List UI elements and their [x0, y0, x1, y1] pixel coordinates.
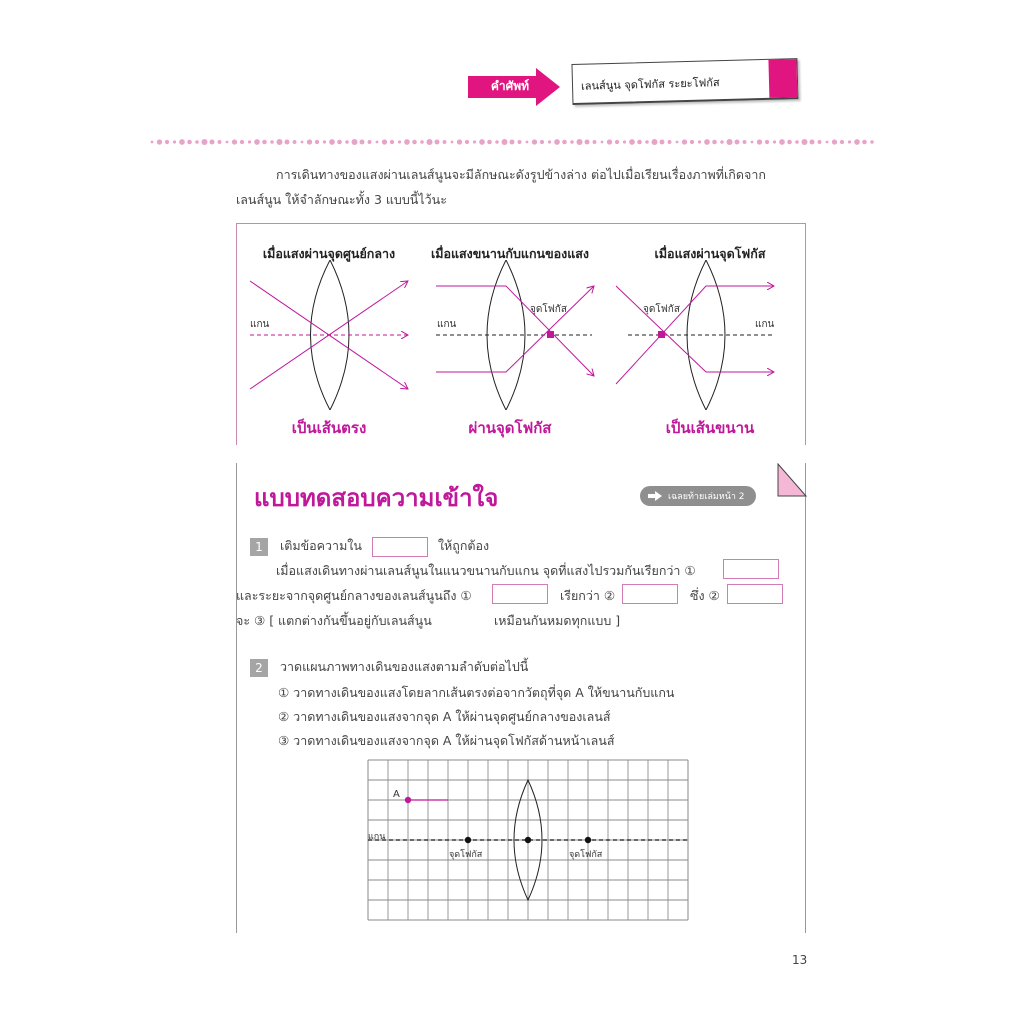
divider-dot — [368, 140, 372, 144]
diagram-2-focus-label: จุดโฟกัส — [530, 304, 567, 315]
divider-dot — [420, 140, 424, 144]
arrow-right-icon — [648, 491, 662, 501]
divider-dot — [301, 141, 304, 144]
q1-line-1 — [276, 561, 696, 581]
diagram-1-axis-label: แกน — [250, 319, 270, 330]
divider-dot — [757, 139, 762, 144]
divider-dot — [840, 140, 844, 144]
divider-dot — [151, 141, 154, 144]
q1-blank-3[interactable] — [622, 584, 678, 604]
divider-dot — [157, 139, 162, 144]
divider-dot — [645, 140, 649, 144]
vocab-label: คำศัพท์ — [490, 79, 530, 93]
focus-point — [658, 331, 665, 338]
divider-dot — [540, 140, 544, 144]
divider-dot — [607, 139, 612, 144]
divider-dot — [412, 140, 417, 145]
divider-dot — [623, 140, 626, 143]
divider-dot — [690, 140, 694, 144]
divider-dot — [315, 140, 319, 144]
divider-dot — [668, 140, 672, 144]
q1-instruction-row — [250, 536, 489, 557]
divider-dot — [698, 140, 701, 143]
divider-dot — [862, 140, 867, 145]
divider-dot — [426, 139, 432, 145]
q1-sample-blank — [372, 537, 428, 557]
divider-dot — [660, 140, 665, 145]
divider-dot — [720, 140, 724, 144]
answer-reference-button[interactable] — [640, 486, 756, 506]
vocab-tab — [768, 59, 797, 98]
ray-top — [436, 286, 594, 376]
divider-dot — [682, 139, 687, 144]
divider-dot — [585, 140, 590, 145]
divider-dot — [226, 141, 229, 144]
answer-reference-label: เฉลยท้ายเล่มหน้า 2 — [668, 492, 745, 502]
divider-dot — [398, 140, 401, 143]
divider-dot — [615, 140, 619, 144]
q2-step-1: ① วาดทางเดินของแสงโดยลากเส้นตรงต่อจากวัตถุที่จุด A ให้ขนานกับแกน — [278, 685, 675, 700]
divider-dot — [801, 139, 807, 145]
divider-dot — [779, 139, 785, 145]
q2-step-2: ② วาดทางเดินของแสงจากจุด A ให้ผ่านจุดศูนย์กลางของเลนส์ — [278, 709, 611, 724]
divider-dot — [248, 140, 251, 143]
q1-option-b[interactable]: เหมือนกันหมดทุกแบบ ] — [494, 613, 621, 628]
divider-dot — [548, 140, 551, 143]
divider-dot — [435, 140, 440, 145]
diagram-1-title: เมื่อแสงผ่านจุดศูนย์กลาง — [262, 246, 396, 261]
divider-dot — [201, 139, 207, 145]
divider-dot — [848, 140, 851, 143]
diagram-2-parallel-rays — [420, 260, 610, 410]
diagram-3-through-focus — [600, 260, 810, 410]
divider-dot — [337, 140, 342, 145]
divider-dot — [254, 139, 260, 145]
divider-dot — [832, 139, 837, 144]
divider-dot — [751, 141, 754, 144]
divider-dot — [473, 140, 476, 143]
divider-dot — [404, 139, 410, 145]
point-a — [405, 797, 411, 803]
q1-line-2c: ซึ่ง ② — [690, 588, 720, 603]
divider-dot — [232, 139, 237, 144]
grid-point-a-label: A — [393, 789, 400, 800]
grid-focus-label-right: จุดโฟกัส — [569, 850, 603, 860]
divider-dot — [487, 140, 492, 145]
divider-dot — [345, 140, 349, 144]
divider-dot — [262, 140, 267, 145]
divider-dot — [465, 140, 469, 144]
q1-number: 1 — [250, 538, 268, 556]
divider-dot — [526, 141, 529, 144]
divider-dot — [593, 140, 597, 144]
dotted-divider — [148, 137, 878, 147]
divider-dot — [457, 139, 462, 144]
quiz-title: แบบทดสอบความเข้าใจ — [254, 484, 499, 512]
divider-dot — [726, 139, 732, 145]
divider-dot — [443, 140, 447, 144]
divider-dot — [854, 139, 860, 145]
focus-point — [547, 331, 554, 338]
divider-dot — [276, 139, 282, 145]
q1-blank-4[interactable] — [727, 584, 783, 604]
grid-focus-label-left: จุดโฟกัส — [449, 850, 483, 860]
q1-blank-2[interactable] — [492, 584, 548, 604]
divider-dot — [382, 139, 387, 144]
divider-dot — [518, 140, 522, 144]
divider-dot — [773, 140, 776, 143]
divider-dot — [765, 140, 769, 144]
ray-upper — [616, 286, 774, 372]
q2-instruction-row — [250, 657, 528, 677]
q1-option-a[interactable]: จะ ③ [ แตกต่างกันขึ้นอยู่กับเลนส์นูน — [236, 613, 432, 628]
divider-dot — [787, 140, 792, 145]
divider-dot — [501, 139, 507, 145]
divider-dot — [576, 139, 582, 145]
divider-dot — [495, 140, 499, 144]
divider-dot — [329, 139, 335, 145]
divider-dot — [376, 141, 379, 144]
divider-dot — [818, 140, 822, 144]
intro-line-1: การเดินทางของแสงผ่านเลนส์นูนจะมีลักษณะดังรูปข้างล่าง ต่อไปเมื่อเรียนเรื่องภาพที่เกิดจาก — [276, 167, 766, 182]
intro-line-2: เลนส์นูน ให้จำลักษณะทั้ง 3 แบบนี้ไว้นะ — [236, 192, 447, 207]
divider-dot — [601, 141, 604, 144]
divider-dot — [532, 139, 537, 144]
divider-dot — [360, 140, 365, 145]
divider-dot — [676, 141, 679, 144]
divider-dot — [173, 140, 176, 143]
page-number: 13 — [792, 953, 808, 967]
divider-dot — [651, 139, 657, 145]
divider-dot — [270, 140, 274, 144]
divider-dot — [637, 140, 642, 145]
divider-dot — [810, 140, 815, 145]
q1-instruction-end: ให้ถูกต้อง — [437, 538, 490, 553]
q2-step-3: ③ วาดทางเดินของแสงจากจุด A ให้ผ่านจุดโฟกัสด้านหน้าเลนส์ — [278, 733, 615, 748]
vocab-terms-box — [571, 58, 798, 105]
ray-bottom — [436, 286, 594, 372]
divider-dot — [554, 139, 560, 145]
divider-dot — [323, 140, 326, 143]
divider-dot — [479, 139, 485, 145]
divider-dot — [629, 139, 635, 145]
divider-dot — [218, 140, 222, 144]
divider-dot — [210, 140, 215, 145]
lens-center-point — [525, 837, 531, 843]
divider-dot — [704, 139, 710, 145]
divider-dot — [712, 140, 717, 145]
divider-dot — [187, 140, 192, 145]
divider-dot — [165, 140, 169, 144]
grid-axis-label: แกน — [368, 832, 386, 842]
divider-dot — [195, 140, 199, 144]
divider-dot — [179, 139, 185, 145]
focus-point-left — [465, 837, 471, 843]
q2-instruction: วาดแผนภาพทางเดินของแสงตามลำดับต่อไปนี้ — [279, 659, 529, 674]
divider-dot — [307, 139, 312, 144]
q2-number: 2 — [250, 659, 268, 677]
diagram-3-focus-label: จุดโฟกัส — [643, 304, 680, 315]
corner-fold-icon — [777, 463, 807, 497]
divider-dot — [390, 140, 394, 144]
diagram-3-title: เมื่อแสงผ่านจุดโฟกัส — [654, 246, 766, 261]
divider-dot — [451, 141, 454, 144]
divider-dot — [826, 141, 829, 144]
divider-dot — [562, 140, 567, 145]
divider-dot — [735, 140, 740, 145]
diagram-1-caption: เป็นเส้นตรง — [291, 419, 367, 437]
drawing-grid[interactable] — [366, 758, 692, 924]
divider-dot — [795, 140, 799, 144]
divider-dot — [870, 140, 874, 144]
q1-line-2b: เรียกว่า ② — [560, 588, 616, 603]
diagram-2-title: เมื่อแสงขนานกับแกนของแสง — [430, 246, 590, 261]
divider-dot — [743, 140, 747, 144]
focus-point-right — [585, 837, 591, 843]
diagram-2-axis-label: แกน — [437, 319, 457, 330]
diagram-2-caption: ผ่านจุดโฟกัส — [468, 419, 552, 437]
divider-dot — [510, 140, 515, 145]
diagram-3-axis-label: แกน — [755, 319, 775, 330]
divider-dot — [570, 140, 574, 144]
q1-instruction: เติมข้อความใน — [279, 538, 362, 553]
q1-line-1-text: เมื่อแสงเดินทางผ่านเลนส์นูนในแนวขนานกับแกน จุดที่แสงไปรวมกันเรียกว่า ① — [276, 563, 696, 578]
divider-dot — [351, 139, 357, 145]
diagram-3-caption: เป็นเส้นขนาน — [665, 419, 755, 437]
diagram-1-through-center — [236, 260, 426, 410]
divider-dot — [293, 140, 297, 144]
q1-blank-1[interactable] — [723, 559, 779, 579]
divider-dot — [285, 140, 290, 145]
q1-line-2a: และระยะจากจุดศูนย์กลางของเลนส์นูนถึง ① — [236, 588, 472, 603]
divider-dot — [240, 140, 244, 144]
vocab-terms: เลนส์นูน จุดโฟกัส ระยะโฟกัส — [580, 76, 720, 93]
